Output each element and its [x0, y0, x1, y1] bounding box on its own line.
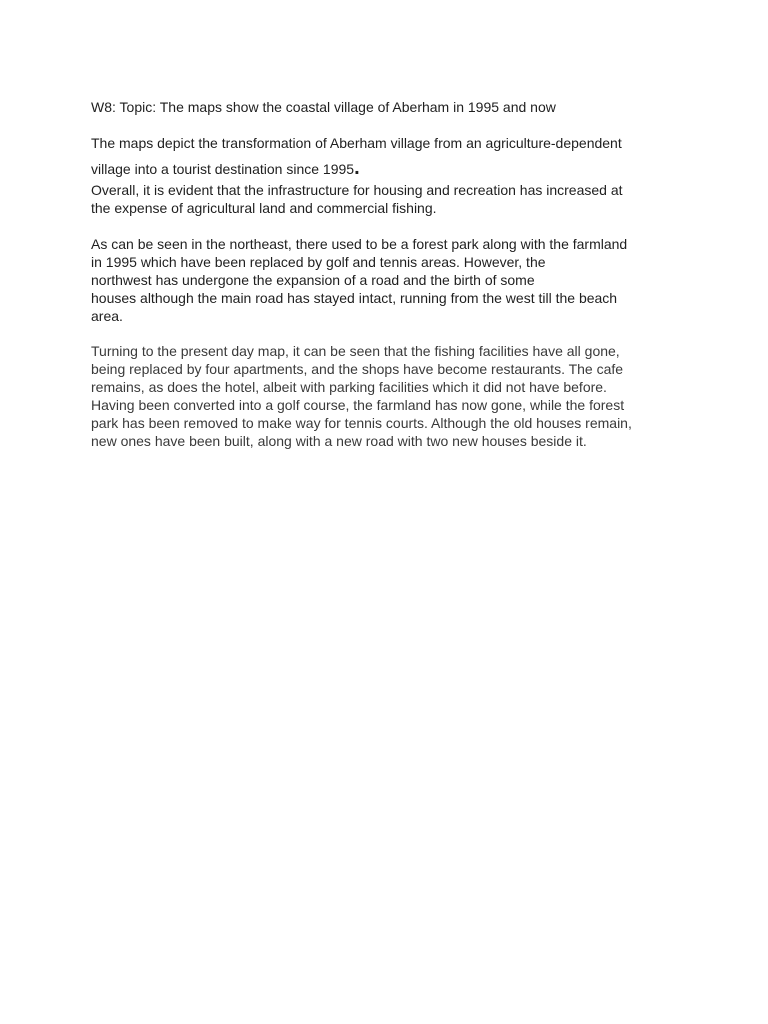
intro-text-line-2: [91, 157, 691, 179]
paragraph-line: Having been converted into a golf course, the farmland has now gone, while the forest: [91, 397, 625, 413]
paragraph-line: Turning to the present day map, it can be seen that the fishing facilities have all gone,: [91, 343, 620, 359]
paragraph-line: houses although the main road has stayed intact, running from the west till the beach: [91, 290, 618, 306]
title-line: W8: Topic: The maps show the coastal village of Aberham in 1995 and now: [91, 99, 556, 115]
intro-text-line-2-body: village into a tourist destination since 1995: [91, 161, 355, 177]
body-paragraph-2: [91, 235, 691, 325]
paragraph-line: new ones have been built, along with a new road with two new houses beside it.: [91, 433, 587, 449]
paragraph-line: in 1995 which have been replaced by golf and tennis areas. However, the: [91, 254, 546, 270]
document-title: [91, 98, 691, 116]
intro-line-1: [91, 134, 691, 152]
paragraph-line: area.: [91, 308, 123, 324]
paragraph-line: remains, as does the hotel, albeit with parking facilities which it did not have before.: [91, 379, 607, 395]
intro-text-line-1: The maps depict the transformation of Aberham village from an agriculture-dependent: [91, 135, 622, 151]
paragraph-line: being replaced by four apartments, and the shops have become restaurants. The cafe: [91, 361, 624, 377]
paragraph-line: northwest has undergone the expansion of a road and the birth of some: [91, 272, 535, 288]
overall-paragraph: [91, 181, 691, 217]
paragraph-line: park has been removed to make way for tennis courts. Although the old houses remain,: [91, 415, 632, 431]
intro-period: .: [354, 157, 360, 179]
overall-line: Overall, it is evident that the infrastructure for housing and recreation has increased at: [91, 182, 623, 198]
body-paragraph-3: [91, 342, 691, 450]
overall-line: the expense of agricultural land and commercial fishing.: [91, 200, 437, 216]
paragraph-line: As can be seen in the northeast, there used to be a forest park along with the farmland: [91, 236, 628, 252]
intro-line-2: [91, 157, 691, 179]
